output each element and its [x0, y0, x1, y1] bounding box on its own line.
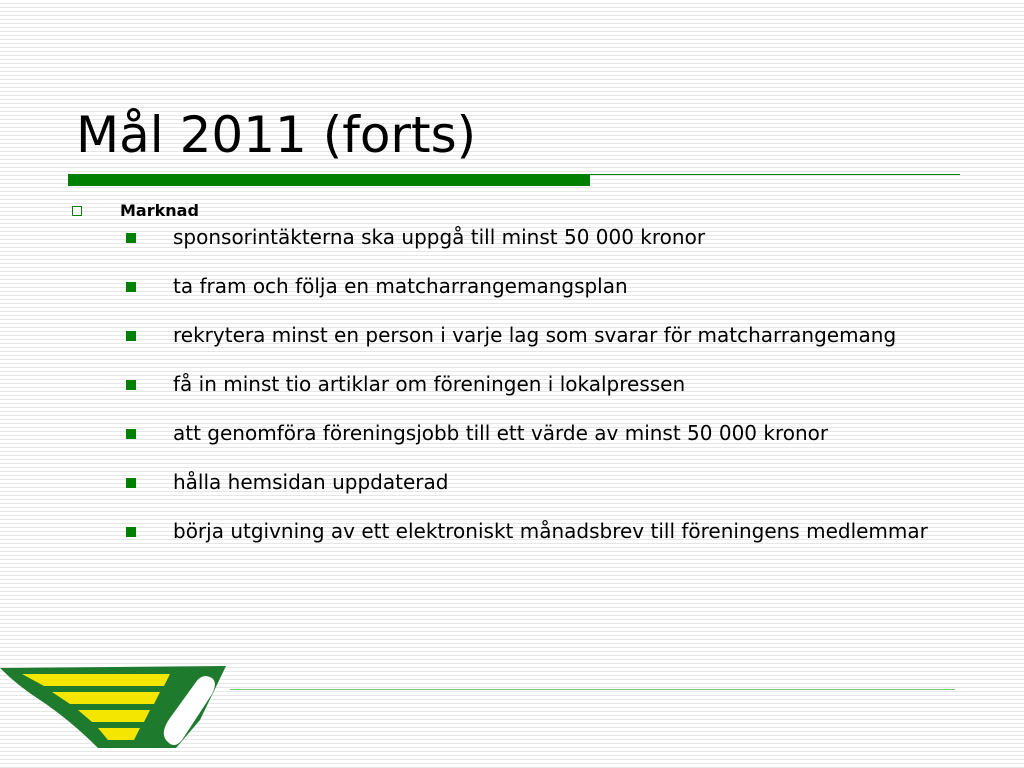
filled-square-icon: [126, 331, 136, 341]
list-item-text: ta fram och följa en matcharrangemangsplan: [173, 274, 628, 298]
filled-square-icon: [126, 282, 136, 292]
title-underline-thick: [68, 174, 590, 186]
list-item: [126, 520, 946, 542]
list-item-text: att genomföra föreningsjobb till ett värde av minst 50 000 kronor: [173, 421, 829, 445]
list-item-text: sponsorintäkterna ska uppgå till minst 50 000 kronor: [173, 225, 706, 249]
filled-square-icon: [126, 380, 136, 390]
slide-title: Mål 2011 (forts): [76, 106, 477, 164]
list-item-text: få in minst tio artiklar om föreningen i lokalpressen: [173, 372, 686, 396]
list-item: [126, 275, 946, 297]
club-logo-icon: [0, 660, 230, 752]
filled-square-icon: [126, 527, 136, 537]
section-heading-row: [72, 200, 972, 222]
list-item-text: rekrytera minst en person i varje lag som svarar för matcharrangemang: [173, 323, 897, 347]
list-item: [126, 373, 946, 395]
filled-square-icon: [126, 478, 136, 488]
title-underline-thin: [590, 174, 960, 175]
list-item-text: börja utgivning av ett elektroniskt månadsbrev till föreningens medlemmar: [173, 519, 928, 543]
goal-list: [126, 226, 946, 569]
logo-stripe-2: [52, 692, 160, 704]
footer-divider: [230, 689, 955, 690]
list-item: [126, 422, 946, 444]
list-item: [126, 471, 946, 493]
list-item: [126, 226, 946, 248]
list-item: [126, 324, 946, 346]
section-heading: Marknad: [120, 201, 199, 220]
filled-square-icon: [126, 429, 136, 439]
logo-stripe-1: [22, 674, 170, 686]
hollow-square-icon: [72, 206, 82, 216]
list-item-text: hålla hemsidan uppdaterad: [173, 470, 449, 494]
filled-square-icon: [126, 233, 136, 243]
